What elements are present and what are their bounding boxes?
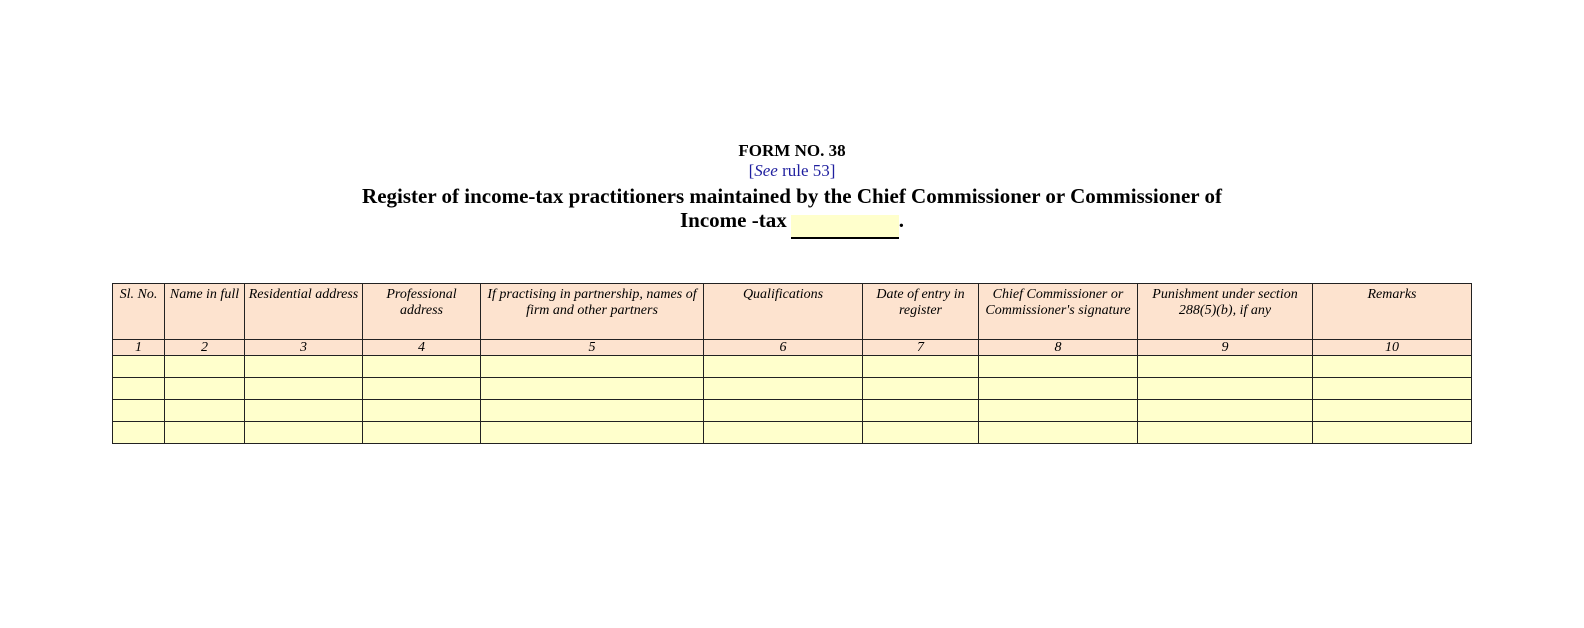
table-cell xyxy=(1313,422,1472,444)
cell-input[interactable] xyxy=(481,422,703,443)
table-row xyxy=(113,378,1472,400)
table-cell xyxy=(245,422,363,444)
table-cell xyxy=(704,422,863,444)
cell-input[interactable] xyxy=(1138,400,1312,421)
column-number: 1 xyxy=(113,340,165,356)
column-header: Qualifications xyxy=(704,284,863,340)
column-number: 8 xyxy=(979,340,1138,356)
table-cell xyxy=(979,378,1138,400)
income-tax-jurisdiction-field[interactable] xyxy=(791,215,899,239)
cell-input[interactable] xyxy=(363,378,480,399)
register-table xyxy=(112,283,1472,444)
table-cell xyxy=(863,356,979,378)
table-cell xyxy=(245,356,363,378)
cell-input[interactable] xyxy=(1138,378,1312,399)
table-cell xyxy=(481,422,704,444)
cell-input[interactable] xyxy=(165,422,244,443)
table-cell xyxy=(1138,356,1313,378)
cell-input[interactable] xyxy=(1138,356,1312,377)
table-row xyxy=(113,422,1472,444)
column-header: Date of entry in register xyxy=(863,284,979,340)
table-cell xyxy=(363,400,481,422)
column-header: Residential address xyxy=(245,284,363,340)
column-header: Chief Commissioner or Commissioner's signature xyxy=(979,284,1138,340)
cell-input[interactable] xyxy=(113,422,164,443)
table-cell xyxy=(113,400,165,422)
column-header: Professional address xyxy=(363,284,481,340)
rule-bracket: [ xyxy=(748,161,755,180)
header-row xyxy=(113,284,1472,340)
cell-input[interactable] xyxy=(363,400,480,421)
table-cell xyxy=(863,400,979,422)
cell-input[interactable] xyxy=(165,378,244,399)
table-row xyxy=(113,356,1472,378)
column-header: Sl. No. xyxy=(113,284,165,340)
cell-input[interactable] xyxy=(863,422,978,443)
cell-input[interactable] xyxy=(1138,422,1312,443)
cell-input[interactable] xyxy=(113,378,164,399)
column-header: If practising in partnership, names of firm and other partners xyxy=(481,284,704,340)
column-header: Remarks xyxy=(1313,284,1472,340)
rule-reference xyxy=(0,161,1584,181)
table-cell xyxy=(165,422,245,444)
cell-input[interactable] xyxy=(704,378,862,399)
table-cell xyxy=(481,356,704,378)
cell-input[interactable] xyxy=(481,356,703,377)
table-cell xyxy=(979,356,1138,378)
table-cell xyxy=(1313,378,1472,400)
cell-input[interactable] xyxy=(1313,378,1471,399)
cell-input[interactable] xyxy=(113,356,164,377)
table-cell xyxy=(1138,400,1313,422)
table-cell xyxy=(1313,400,1472,422)
table-cell xyxy=(704,400,863,422)
cell-input[interactable] xyxy=(979,400,1137,421)
column-number: 4 xyxy=(363,340,481,356)
column-number-row xyxy=(113,340,1472,356)
table-cell xyxy=(363,422,481,444)
table-cell xyxy=(979,400,1138,422)
table-cell xyxy=(245,378,363,400)
column-number: 6 xyxy=(704,340,863,356)
form-title-line2 xyxy=(0,208,1584,239)
table-cell xyxy=(1313,356,1472,378)
table-cell xyxy=(863,422,979,444)
cell-input[interactable] xyxy=(863,400,978,421)
cell-input[interactable] xyxy=(363,356,480,377)
column-number: 3 xyxy=(245,340,363,356)
column-header: Punishment under section 288(5)(b), if any xyxy=(1138,284,1313,340)
table-cell xyxy=(704,378,863,400)
table-cell xyxy=(113,378,165,400)
title-period: . xyxy=(898,208,904,232)
column-number: 10 xyxy=(1313,340,1472,356)
cell-input[interactable] xyxy=(979,378,1137,399)
table-cell xyxy=(481,400,704,422)
table-cell xyxy=(363,356,481,378)
cell-input[interactable] xyxy=(1313,400,1471,421)
cell-input[interactable] xyxy=(481,400,703,421)
table-cell xyxy=(245,400,363,422)
cell-input[interactable] xyxy=(704,356,862,377)
cell-input[interactable] xyxy=(979,422,1137,443)
column-number: 7 xyxy=(863,340,979,356)
cell-input[interactable] xyxy=(863,356,978,377)
column-header: Name in full xyxy=(165,284,245,340)
table-cell xyxy=(165,356,245,378)
table-cell xyxy=(704,356,863,378)
cell-input[interactable] xyxy=(979,356,1137,377)
cell-input[interactable] xyxy=(481,378,703,399)
column-number: 2 xyxy=(165,340,245,356)
table-cell xyxy=(1138,422,1313,444)
cell-input[interactable] xyxy=(1313,356,1471,377)
cell-input[interactable] xyxy=(165,356,244,377)
column-number: 5 xyxy=(481,340,704,356)
rule-see: See xyxy=(754,161,778,180)
table-cell xyxy=(1138,378,1313,400)
rule-text: rule 53] xyxy=(777,161,836,180)
table-cell xyxy=(113,422,165,444)
table-cell xyxy=(979,422,1138,444)
cell-input[interactable] xyxy=(1313,422,1471,443)
cell-input[interactable] xyxy=(245,356,362,377)
title-income-tax: Income -tax xyxy=(680,208,787,232)
table-row xyxy=(113,400,1472,422)
cell-input[interactable] xyxy=(245,400,362,421)
cell-input[interactable] xyxy=(863,378,978,399)
cell-input[interactable] xyxy=(363,422,480,443)
table-cell xyxy=(165,378,245,400)
cell-input[interactable] xyxy=(704,422,862,443)
cell-input[interactable] xyxy=(245,422,362,443)
cell-input[interactable] xyxy=(704,400,862,421)
table-cell xyxy=(165,400,245,422)
column-number: 9 xyxy=(1138,340,1313,356)
table-cell xyxy=(481,378,704,400)
cell-input[interactable] xyxy=(113,400,164,421)
table-cell xyxy=(363,378,481,400)
cell-input[interactable] xyxy=(165,400,244,421)
form-title-line1: Register of income-tax practitioners maintained by the Chief Commissioner or Commissioner of xyxy=(362,184,1222,208)
form-number: FORM NO. 38 xyxy=(738,141,846,160)
table-cell xyxy=(113,356,165,378)
cell-input[interactable] xyxy=(245,378,362,399)
table-cell xyxy=(863,378,979,400)
